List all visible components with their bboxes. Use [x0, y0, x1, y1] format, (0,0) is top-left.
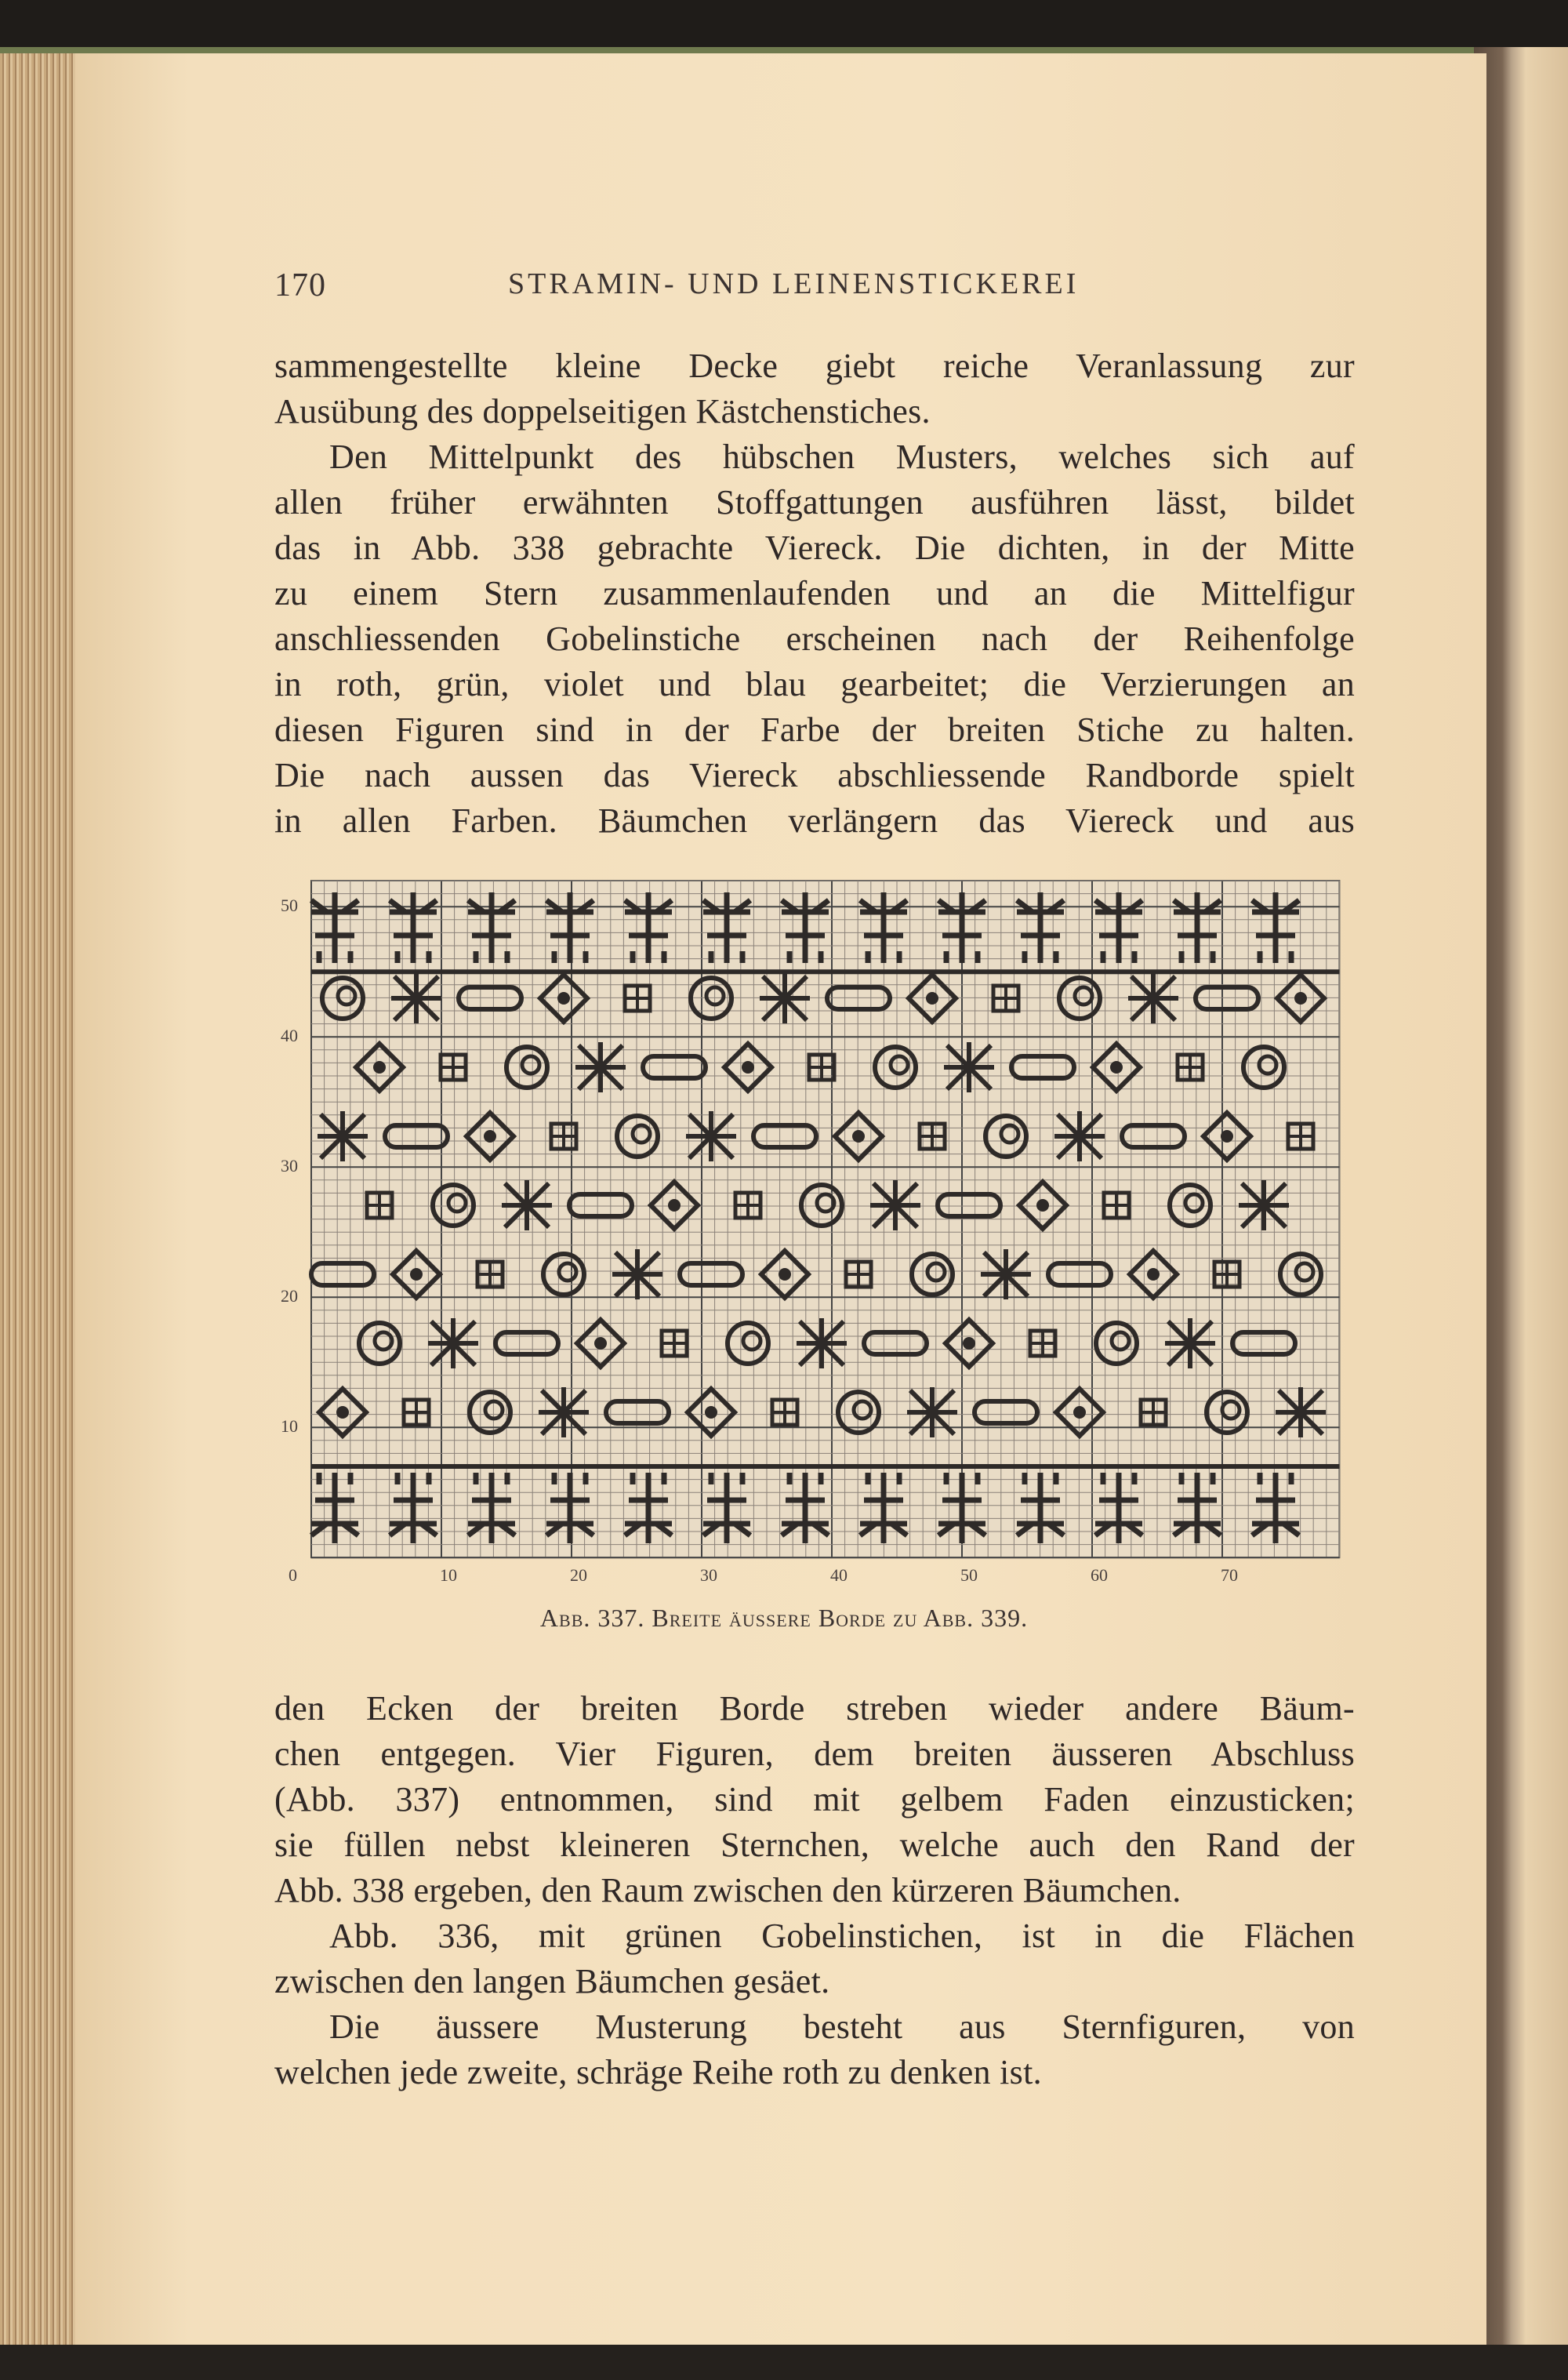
diamond-motif [779, 1268, 791, 1281]
x-tick-label: 10 [440, 1565, 457, 1586]
book-cover-right [1474, 47, 1568, 2349]
star-motif [612, 1249, 662, 1299]
text-line: den Ecken der breiten Borde streben wieder andere Bäum- [274, 1689, 1355, 1728]
text-line: Abb. 338 ergeben, den Raum zwischen den kürzeren Bäumchen. [274, 1871, 1181, 1909]
diamond-motif [1221, 1130, 1233, 1143]
y-tick-label: 20 [281, 1286, 298, 1306]
pattern-grid [267, 870, 1380, 1623]
diamond-motif [926, 992, 938, 1005]
text-line: zwischen den langen Bäumchen gesäet. [274, 1962, 830, 2000]
text-line: sammengestellte kleine Decke giebt reiche Veranlassung zur [274, 347, 1355, 385]
diamond-motif [484, 1130, 496, 1143]
text-line: sie füllen nebst kleineren Sternchen, welche auch den Rand der [274, 1826, 1355, 1864]
text-line: chen entgegen. Vier Figuren, dem breiten äusseren Abschluss [274, 1735, 1355, 1773]
running-title: STRAMIN- UND LEINENSTICKEREI [508, 267, 1080, 300]
y-tick-label: 10 [281, 1416, 298, 1437]
x-tick-label: 70 [1221, 1565, 1238, 1586]
diamond-motif [1036, 1199, 1049, 1212]
diamond-motif [1073, 1406, 1086, 1419]
text-line: Ausübung des doppelseitigen Kästchenstiches. [274, 392, 931, 431]
scan-background-top [0, 0, 1568, 53]
y-tick-label: 50 [281, 896, 298, 916]
diamond-motif [557, 992, 570, 1005]
diamond-motif [705, 1406, 717, 1419]
star-motif [981, 1249, 1031, 1299]
text-line: Die nach aussen das Viereck abschliessende Randborde spielt [274, 756, 1355, 794]
x-tick-label: 40 [830, 1565, 848, 1586]
star-motif [944, 1042, 994, 1092]
star-motif [760, 973, 810, 1023]
star-motif [539, 1387, 589, 1437]
x-tick-label: 0 [289, 1565, 297, 1586]
star-motif [1054, 1111, 1105, 1161]
x-tick-label: 30 [700, 1565, 717, 1586]
body-text-bottom [274, 1686, 1355, 2095]
star-motif [907, 1387, 957, 1437]
star-motif [686, 1111, 736, 1161]
figure-caption [0, 1604, 1568, 1633]
body-text-top [274, 343, 1355, 844]
star-motif [870, 1180, 920, 1230]
diamond-motif [963, 1337, 975, 1350]
star-motif [1239, 1180, 1289, 1230]
caption-text: Abb. 337. Breite äussere Borde zu Abb. 339. [539, 1604, 1029, 1632]
text-line: Den Mittelpunkt des hübschen Musters, welches sich auf [329, 438, 1355, 476]
star-motif [1276, 1387, 1326, 1437]
star-motif [502, 1180, 552, 1230]
diamond-motif [410, 1268, 423, 1281]
diamond-motif [373, 1061, 386, 1074]
text-line: anschliessenden Gobelinstiche erscheinen nach der Reihenfolge [274, 620, 1355, 658]
text-line: Die äussere Musterung besteht aus Sternfiguren, von [329, 2008, 1355, 2046]
star-motif [797, 1318, 847, 1368]
star-motif [1165, 1318, 1215, 1368]
y-tick-label: 30 [281, 1156, 298, 1176]
text-line: das in Abb. 338 gebrachte Viereck. Die dichten, in der Mitte [274, 529, 1355, 567]
x-tick-label: 50 [960, 1565, 978, 1586]
diamond-motif [336, 1406, 349, 1419]
star-motif [575, 1042, 626, 1092]
text-line: welchen jede zweite, schräge Reihe roth zu denken ist. [274, 2053, 1042, 2091]
diamond-motif [668, 1199, 681, 1212]
text-line: in roth, grün, violet und blau gearbeitet; die Verzierungen an [274, 665, 1355, 703]
text-line: in allen Farben. Bäumchen verlängern das Viereck und aus [274, 801, 1355, 840]
text-line: (Abb. 337) entnommen, sind mit gelbem Faden einzusticken; [274, 1780, 1355, 1819]
diamond-motif [1294, 992, 1307, 1005]
text-line: zu einem Stern zusammenlaufenden und an die Mittelfigur [274, 574, 1355, 612]
diamond-motif [1147, 1268, 1160, 1281]
diamond-motif [594, 1337, 607, 1350]
page-number: 170 [274, 267, 326, 303]
star-motif [1128, 973, 1178, 1023]
diamond-motif [742, 1061, 754, 1074]
embroidery-pattern-figure [267, 870, 1380, 1623]
diamond-motif [1110, 1061, 1123, 1074]
x-tick-label: 60 [1091, 1565, 1108, 1586]
star-motif [391, 973, 441, 1023]
y-tick-label: 40 [281, 1026, 298, 1046]
text-line: allen früher erwähnten Stoffgattungen ausführen lässt, bildet [274, 483, 1355, 521]
diamond-motif [852, 1130, 865, 1143]
text-line: Abb. 336, mit grünen Gobelinstichen, ist in die Flächen [329, 1917, 1355, 1955]
star-motif [318, 1111, 368, 1161]
page-stack-edge [0, 53, 78, 2347]
x-tick-label: 20 [570, 1565, 587, 1586]
text-line: diesen Figuren sind in der Farbe der breiten Stiche zu halten. [274, 710, 1355, 749]
star-motif [428, 1318, 478, 1368]
scan-background-bottom [0, 2345, 1568, 2380]
